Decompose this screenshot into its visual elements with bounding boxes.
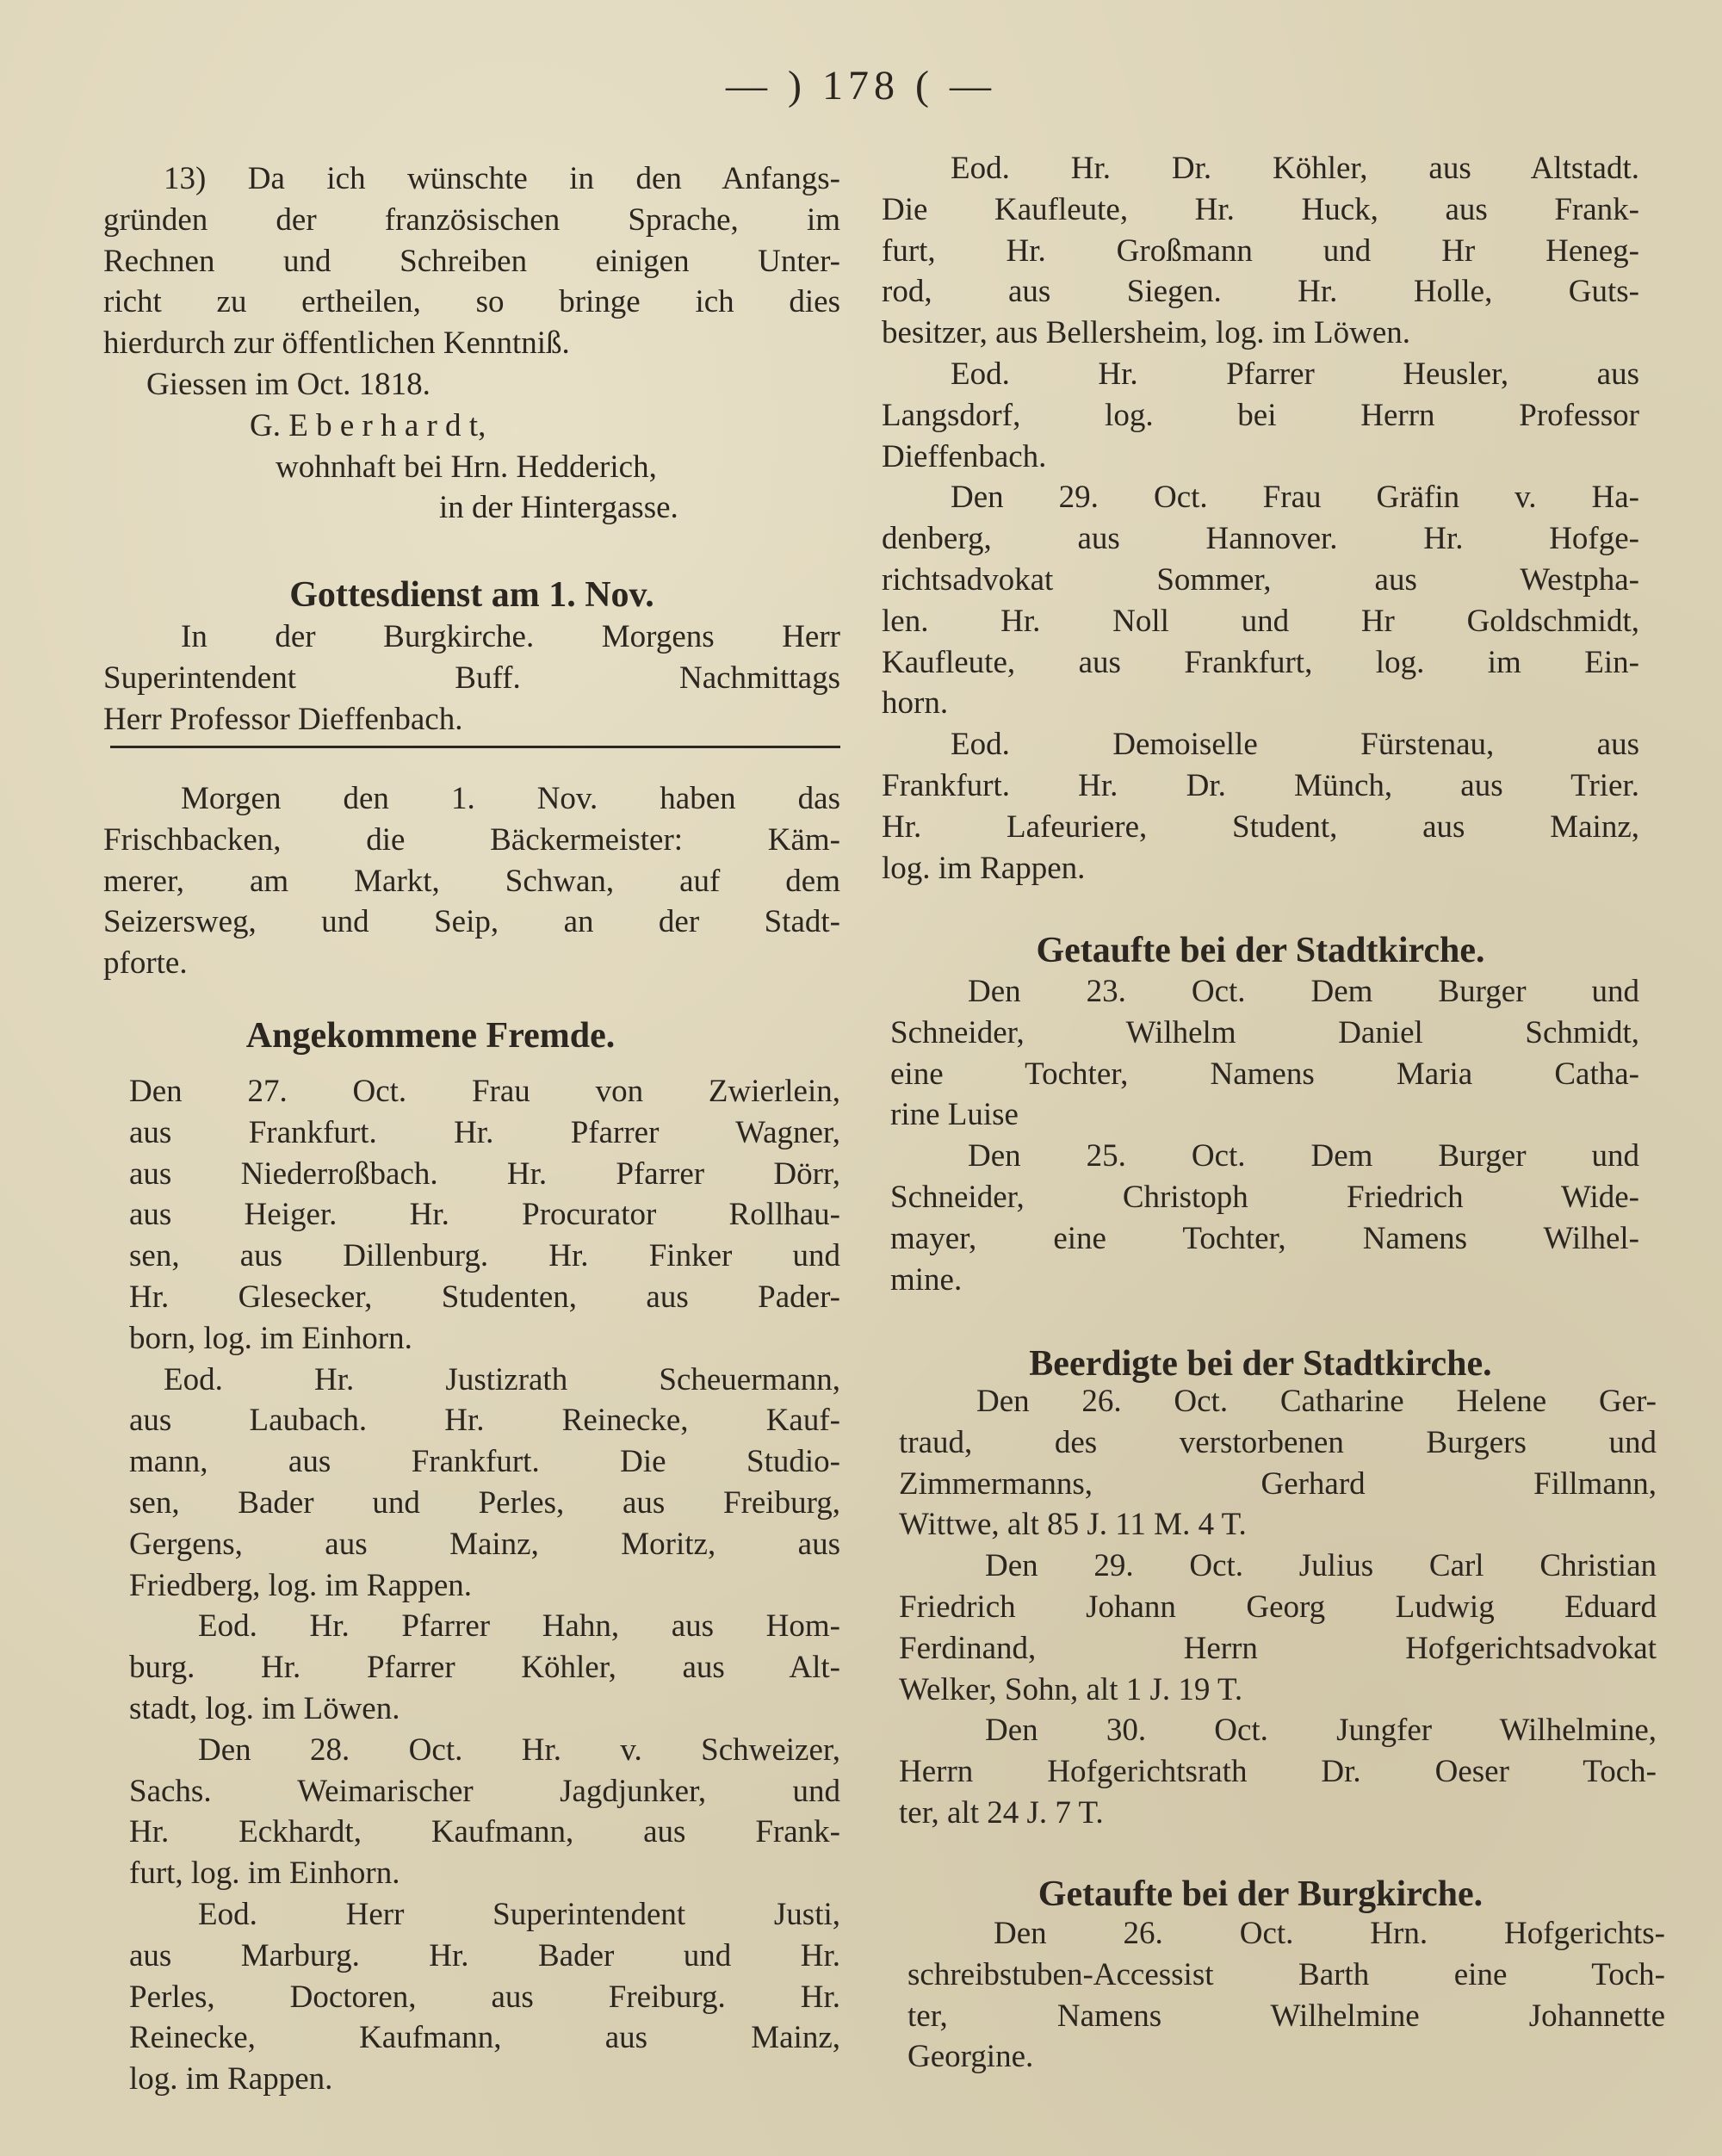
text-line: Friedberg, log. im Rappen.	[129, 1567, 473, 1603]
text-line: log. im Rappen.	[882, 850, 1086, 886]
text-line: Rechnen und Schreiben einigen Unter-	[103, 243, 840, 279]
arrivals-list	[129, 1071, 840, 2100]
text-line: 13) Da ich wünschte in den Anfangs-	[164, 161, 840, 196]
text-line: wohnhaft bei Hrn. Hedderich,	[276, 449, 657, 485]
text-line: eine Tochter, Namens Maria Catha-	[890, 1056, 1639, 1092]
text-line: born, log. im Einhorn.	[129, 1320, 412, 1356]
text-line: Schneider, Wilhelm Daniel Schmidt,	[890, 1014, 1639, 1050]
heading-getaufte-stadtkirche: Getaufte bei der Stadtkirche.	[1036, 931, 1485, 970]
text-line: mayer, eine Tochter, Namens Wilhel-	[890, 1220, 1639, 1256]
text-line: Den 27. Oct. Frau von Zwierlein,	[129, 1074, 840, 1109]
text-line: rine Luise	[890, 1097, 1019, 1133]
text-line: Hr. Eckhardt, Kaufmann, aus Frank-	[129, 1814, 840, 1850]
text-line: Frankfurt. Hr. Dr. Münch, aus Trier.	[882, 767, 1639, 803]
text-line: aus Niederroßbach. Hr. Pfarrer Dörr,	[129, 1155, 840, 1192]
text-line: sen, aus Dillenburg. Hr. Finker und	[129, 1238, 840, 1274]
text-line: Herr Professor Dieffenbach.	[103, 701, 463, 737]
text-line: Giessen im Oct. 1818.	[146, 366, 430, 402]
text-line: merer, am Markt, Schwan, auf dem	[103, 863, 840, 899]
text-line: Den 26. Oct. Hrn. Hofgerichts-	[994, 1916, 1665, 1951]
text-line: mine.	[890, 1261, 963, 1298]
text-line: aus Frankfurt. Hr. Pfarrer Wagner,	[129, 1114, 840, 1150]
text-line: denberg, aus Hannover. Hr. Hofge-	[882, 521, 1639, 557]
heading-gottesdienst: Gottesdienst am 1. Nov.	[289, 575, 654, 615]
text-line: Schneider, Christoph Friedrich Wide-	[890, 1179, 1639, 1215]
text-line: richtsadvokat Sommer, aus Westpha-	[882, 561, 1639, 598]
burials-list	[899, 1381, 1657, 1834]
text-line: Eod. Hr. Pfarrer Heusler, aus	[951, 356, 1639, 392]
text-line: furt, log. im Einhorn.	[129, 1856, 400, 1892]
text-line: in der Hintergasse.	[439, 490, 678, 526]
text-line: aus Marburg. Hr. Bader und Hr.	[129, 1937, 840, 1973]
text-line: furt, Hr. Großmann und Hr Heneg-	[882, 232, 1639, 269]
text-line: mann, aus Frankfurt. Die Studio-	[129, 1444, 840, 1480]
text-line: gründen der französischen Sprache, im	[103, 201, 840, 238]
text-line: Friedrich Johann Georg Ludwig Eduard	[899, 1589, 1657, 1625]
text-line: Den 23. Oct. Dem Burger und	[968, 974, 1639, 1009]
text-line: Eod. Hr. Pfarrer Hahn, aus Hom-	[198, 1608, 840, 1645]
text-line: Den 29. Oct. Julius Carl Christian	[985, 1548, 1657, 1584]
heading-angekommene-fremde: Angekommene Fremde.	[245, 1016, 616, 1056]
text-line: Den 29. Oct. Frau Gräfin v. Ha-	[951, 480, 1639, 516]
text-line: ter, Namens Wilhelmine Johannette	[907, 1998, 1665, 2034]
text-line: aus Laubach. Hr. Reinecke, Kauf-	[129, 1403, 840, 1439]
baptisms-city-list	[890, 971, 1639, 1300]
text-line: schreibstuben-Accessist Barth eine Toch-	[907, 1956, 1665, 1992]
text-line: Wittwe, alt 85 J. 11 M. 4 T.	[899, 1507, 1247, 1543]
text-line: besitzer, aus Bellersheim, log. im Löwen.	[882, 315, 1411, 351]
heading-getaufte-burgkirche: Getaufte bei der Burgkirche.	[1038, 1874, 1484, 1914]
text-line: ter, alt 24 J. 7 T.	[899, 1794, 1104, 1831]
text-line: Den 30. Oct. Jungfer Wilhelmine,	[985, 1713, 1657, 1749]
text-line: Den 28. Oct. Hr. v. Schweizer,	[198, 1732, 840, 1768]
text-line: Welker, Sohn, alt 1 J. 19 T.	[899, 1671, 1243, 1707]
text-line: Langsdorf, log. bei Herrn Professor	[882, 397, 1639, 433]
text-line: Gergens, aus Mainz, Moritz, aus	[129, 1526, 840, 1562]
text-line: sen, Bader und Perles, aus Freiburg,	[129, 1484, 840, 1521]
text-line: Frischbacken, die Bäckermeister: Käm-	[103, 821, 840, 858]
text-line: log. im Rappen.	[129, 2061, 333, 2097]
text-line: Georgine.	[907, 2039, 1034, 2075]
text-line: G. E b e r h a r d t,	[250, 407, 486, 443]
bakers-notice	[103, 778, 840, 984]
text-line: Den 25. Oct. Dem Burger und	[968, 1138, 1639, 1174]
text-line: Eod. Hr. Justizrath Scheuermann,	[164, 1361, 840, 1397]
notice-13	[103, 158, 840, 529]
section-divider	[110, 746, 840, 748]
text-line: In der Burgkirche. Morgens Herr	[181, 619, 840, 654]
text-line: Superintendent Buff. Nachmittags	[103, 660, 840, 696]
heading-beerdigte-stadtkirche: Beerdigte bei der Stadtkirche.	[1029, 1344, 1492, 1384]
text-line: Hr. Glesecker, Studenten, aus Pader-	[129, 1279, 840, 1315]
text-line: Eod. Hr. Dr. Köhler, aus Altstadt.	[951, 151, 1639, 186]
text-line: Herrn Hofgerichtsrath Dr. Oeser Toch-	[899, 1754, 1657, 1790]
text-line: Hr. Lafeuriere, Student, aus Mainz,	[882, 808, 1639, 845]
text-line: Seizersweg, und Seip, an der Stadt-	[103, 904, 840, 940]
service-text	[103, 616, 840, 740]
text-line: Ferdinand, Herrn Hofgerichtsadvokat	[899, 1630, 1657, 1666]
arrivals-continued	[882, 148, 1639, 889]
text-line: aus Heiger. Hr. Procurator Rollhau-	[129, 1197, 840, 1233]
text-line: Perles, Doctoren, aus Freiburg. Hr.	[129, 1979, 840, 2015]
text-line: stadt, log. im Löwen.	[129, 1690, 400, 1726]
baptisms-castle-list	[907, 1913, 1665, 2078]
text-line: Zimmermanns, Gerhard Fillmann,	[899, 1465, 1657, 1502]
text-line: Reinecke, Kaufmann, aus Mainz,	[129, 2020, 840, 2056]
text-line: Eod. Herr Superintendent Justi,	[198, 1896, 840, 1932]
text-line: richt zu ertheilen, so bringe ich dies	[103, 284, 840, 320]
text-line: Sachs. Weimarischer Jagdjunker, und	[129, 1773, 840, 1809]
text-line: len. Hr. Noll und Hr Goldschmidt,	[882, 603, 1639, 639]
text-line: hierdurch zur öffentlichen Kenntniß.	[103, 325, 570, 362]
text-line: Den 26. Oct. Catharine Helene Ger-	[976, 1384, 1657, 1419]
text-line: Kaufleute, aus Frankfurt, log. im Ein-	[882, 644, 1639, 680]
text-line: pforte.	[103, 945, 188, 982]
text-line: Dieffenbach.	[882, 438, 1047, 474]
text-line: burg. Hr. Pfarrer Köhler, aus Alt-	[129, 1650, 840, 1686]
text-line: Die Kaufleute, Hr. Huck, aus Frank-	[882, 191, 1639, 227]
text-line: rod, aus Siegen. Hr. Holle, Guts-	[882, 274, 1639, 310]
text-line: Eod. Demoiselle Fürstenau, aus	[951, 727, 1639, 763]
text-line: Morgen den 1. Nov. haben das	[181, 781, 840, 816]
page-number: — ) 178 ( —	[726, 63, 996, 108]
text-line: traud, des verstorbenen Burgers und	[899, 1424, 1657, 1460]
text-line: horn.	[882, 685, 949, 722]
